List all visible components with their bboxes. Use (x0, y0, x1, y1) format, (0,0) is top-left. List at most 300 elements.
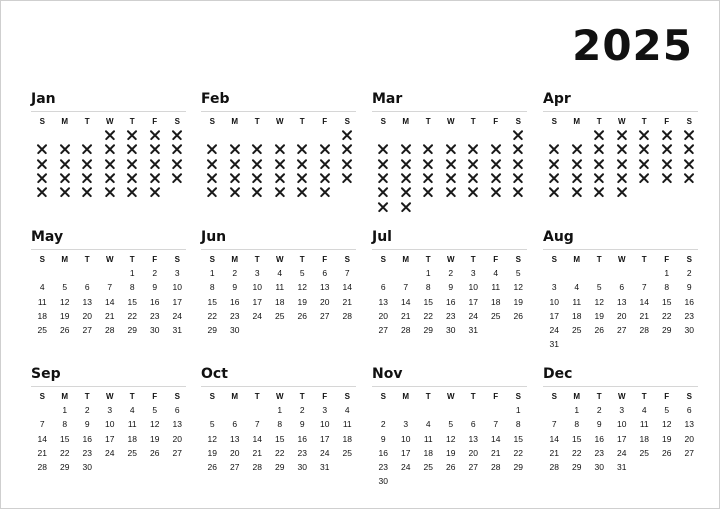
day-number: 2 (596, 405, 602, 415)
weekday-label: M (402, 255, 410, 264)
weekday-label: T (425, 117, 431, 126)
empty-day (314, 128, 337, 142)
crossed-day-mark (99, 157, 122, 171)
week-row (372, 474, 532, 488)
day-number: 16 (378, 447, 388, 458)
empty-day (166, 185, 189, 199)
crossed-day-mark (144, 185, 167, 199)
day-number: 18 (275, 296, 285, 307)
week-row (372, 446, 532, 460)
day-number: 2 (380, 419, 386, 430)
weekday-header (372, 253, 532, 266)
empty-day (76, 266, 99, 280)
weekday-label: T (470, 255, 476, 264)
crossed-day-mark (224, 171, 247, 185)
crossed-day-mark (633, 171, 656, 185)
crossed-day-mark (201, 185, 224, 199)
week-row (543, 295, 703, 309)
crossed-day-mark (76, 157, 99, 171)
crossed-day-mark (31, 142, 54, 156)
empty-day (201, 403, 224, 417)
weekday-label: F (152, 255, 158, 264)
empty-day (201, 128, 224, 142)
day-number: 13 (82, 296, 92, 307)
month-divider (372, 249, 527, 250)
week-row (372, 157, 532, 171)
weekday-label: M (61, 117, 69, 126)
empty-day (372, 128, 395, 142)
weekday-label: M (231, 117, 239, 126)
weekday-label: M (402, 117, 410, 126)
weekday-header (543, 390, 703, 403)
crossed-day-mark (31, 157, 54, 171)
day-number: 26 (513, 310, 523, 321)
week-row (201, 417, 361, 431)
crossed-day-mark (566, 171, 589, 185)
crossed-day-mark (440, 142, 463, 156)
empty-day (633, 337, 656, 351)
week-row (543, 185, 703, 199)
week-row (372, 403, 532, 417)
crossed-day-mark (246, 142, 269, 156)
day-number: 2 (152, 268, 158, 278)
week-row (31, 128, 191, 142)
crossed-day-mark (678, 171, 701, 185)
empty-day (246, 323, 269, 337)
week-row (543, 446, 703, 460)
weekday-label: W (105, 392, 114, 401)
crossed-day-mark (440, 157, 463, 171)
weekday-label: S (39, 392, 45, 401)
day-number: 22 (207, 310, 217, 321)
month-name: Sep (31, 366, 61, 382)
empty-day (395, 474, 418, 488)
crossed-day-mark (291, 157, 314, 171)
day-number: 10 (320, 419, 330, 430)
empty-day (121, 460, 144, 474)
day-number: 21 (491, 447, 501, 458)
empty-day (314, 323, 337, 337)
day-number: 7 (107, 282, 113, 293)
day-number: 27 (82, 325, 92, 336)
crossed-day-mark (566, 185, 589, 199)
day-number: 17 (549, 310, 559, 321)
day-number: 20 (320, 296, 330, 307)
day-number: 6 (380, 282, 386, 293)
day-number: 21 (342, 296, 352, 307)
week-row (31, 171, 191, 185)
week-row (372, 266, 532, 280)
day-number: 22 (572, 447, 582, 458)
month-divider (31, 111, 186, 112)
empty-day (566, 128, 589, 142)
day-number: 28 (37, 462, 47, 473)
day-number: 21 (401, 310, 411, 321)
week-row (372, 142, 532, 156)
day-number: 6 (322, 268, 328, 278)
crossed-day-mark (99, 142, 122, 156)
day-number: 1 (515, 405, 521, 415)
week-row (543, 337, 703, 351)
day-number: 24 (320, 447, 330, 458)
day-number: 26 (207, 462, 217, 473)
day-number: 26 (446, 462, 456, 473)
crossed-day-mark (336, 157, 359, 171)
day-number: 17 (468, 296, 478, 307)
crossed-day-mark (224, 142, 247, 156)
day-number: 15 (127, 296, 137, 307)
crossed-day-mark (395, 199, 418, 213)
month-name: Jan (31, 91, 56, 107)
empty-day (224, 403, 247, 417)
day-number: 29 (127, 325, 137, 336)
day-number: 22 (275, 447, 285, 458)
empty-day (485, 474, 508, 488)
crossed-day-mark (336, 128, 359, 142)
empty-day (395, 266, 418, 280)
week-row (372, 309, 532, 323)
day-number: 14 (549, 433, 559, 444)
day-number: 18 (572, 310, 582, 321)
day-number: 23 (684, 310, 694, 321)
weekday-label: S (551, 392, 557, 401)
crossed-day-mark (611, 171, 634, 185)
day-number: 19 (207, 447, 217, 458)
crossed-day-mark (507, 171, 530, 185)
week-row (372, 171, 532, 185)
crossed-day-mark (588, 171, 611, 185)
week-row (31, 185, 191, 199)
day-number: 26 (662, 447, 672, 458)
day-number: 23 (82, 447, 92, 458)
crossed-day-mark (543, 157, 566, 171)
week-row (372, 185, 532, 199)
week-row (201, 128, 361, 142)
crossed-day-mark (566, 157, 589, 171)
weekday-label: T (299, 392, 305, 401)
weekday-label: M (231, 392, 239, 401)
day-number: 20 (172, 433, 182, 444)
empty-day (372, 403, 395, 417)
day-number: 2 (232, 268, 238, 278)
month-name: May (31, 229, 64, 245)
day-number: 6 (174, 405, 180, 415)
day-number: 12 (513, 282, 523, 293)
day-number: 16 (150, 296, 160, 307)
day-number: 15 (60, 433, 70, 444)
crossed-day-mark (395, 142, 418, 156)
month-divider (543, 249, 698, 250)
week-row (31, 446, 191, 460)
weekday-label: W (446, 117, 455, 126)
weekday-header (372, 390, 532, 403)
day-number: 25 (37, 325, 47, 336)
weekday-label: M (573, 392, 581, 401)
weekday-label: W (617, 117, 626, 126)
weekday-label: S (515, 255, 521, 264)
day-number: 30 (594, 462, 604, 473)
weekday-label: S (174, 392, 180, 401)
day-number: 3 (254, 268, 260, 278)
weekday-label: W (617, 392, 626, 401)
week-row (372, 460, 532, 474)
day-number: 22 (513, 447, 523, 458)
weekday-header (31, 253, 191, 266)
day-number: 17 (252, 296, 262, 307)
day-number: 12 (207, 433, 217, 444)
month-divider (543, 386, 698, 387)
day-number: 15 (662, 296, 672, 307)
day-number: 5 (209, 419, 215, 430)
day-number: 31 (549, 339, 559, 350)
crossed-day-mark (417, 185, 440, 199)
day-number: 25 (275, 310, 285, 321)
month-name: Nov (372, 366, 403, 382)
weekday-label: S (209, 117, 215, 126)
empty-day (485, 323, 508, 337)
empty-day (633, 266, 656, 280)
day-number: 20 (82, 310, 92, 321)
day-number: 30 (230, 325, 240, 336)
day-number: 25 (127, 447, 137, 458)
crossed-day-mark (224, 185, 247, 199)
month-nov (372, 366, 532, 489)
crossed-day-mark (372, 185, 395, 199)
day-number: 21 (252, 447, 262, 458)
crossed-day-mark (121, 185, 144, 199)
day-number: 30 (446, 325, 456, 336)
weekday-label: M (231, 255, 239, 264)
day-number: 1 (277, 405, 283, 415)
crossed-day-mark (372, 199, 395, 213)
day-number: 5 (448, 419, 454, 430)
month-name: Mar (372, 91, 403, 107)
crossed-day-mark (31, 185, 54, 199)
day-number: 25 (639, 447, 649, 458)
week-row (201, 266, 361, 280)
day-number: 23 (297, 447, 307, 458)
crossed-day-mark (440, 185, 463, 199)
month-dec (543, 366, 703, 474)
weekday-label: W (617, 255, 626, 264)
day-number: 27 (320, 310, 330, 321)
week-row (201, 309, 361, 323)
month-divider (372, 386, 527, 387)
weekday-label: S (551, 255, 557, 264)
weekday-label: S (344, 392, 350, 401)
day-number: 29 (662, 325, 672, 336)
day-number: 8 (62, 419, 68, 430)
crossed-day-mark (543, 142, 566, 156)
week-row (201, 142, 361, 156)
month-divider (31, 386, 186, 387)
day-number: 12 (150, 419, 160, 430)
crossed-day-mark (566, 142, 589, 156)
crossed-day-mark (166, 142, 189, 156)
crossed-day-mark (485, 157, 508, 171)
weekday-label: T (596, 117, 602, 126)
day-number: 20 (230, 447, 240, 458)
crossed-day-mark (611, 142, 634, 156)
crossed-day-mark (99, 185, 122, 199)
day-number: 31 (468, 325, 478, 336)
day-number: 24 (549, 325, 559, 336)
empty-day (246, 403, 269, 417)
empty-day (611, 337, 634, 351)
week-row (31, 417, 191, 431)
day-number: 28 (401, 325, 411, 336)
day-number: 7 (344, 268, 350, 278)
day-number: 4 (493, 268, 499, 278)
crossed-day-mark (372, 157, 395, 171)
crossed-day-mark (485, 142, 508, 156)
empty-day (54, 266, 77, 280)
empty-day (678, 460, 701, 474)
empty-day (395, 128, 418, 142)
weekday-label: S (39, 255, 45, 264)
day-number: 4 (641, 405, 647, 415)
week-row (201, 323, 361, 337)
crossed-day-mark (611, 128, 634, 142)
day-number: 26 (594, 325, 604, 336)
empty-day (543, 403, 566, 417)
year-title: 2025 (572, 21, 693, 70)
day-number: 27 (172, 447, 182, 458)
day-number: 19 (513, 296, 523, 307)
day-number: 3 (403, 419, 409, 430)
weekday-label: T (470, 117, 476, 126)
day-number: 24 (617, 447, 627, 458)
crossed-day-mark (224, 157, 247, 171)
empty-day (440, 128, 463, 142)
day-number: 23 (446, 310, 456, 321)
month-jan (31, 91, 191, 199)
crossed-day-mark (246, 157, 269, 171)
day-number: 22 (662, 310, 672, 321)
crossed-day-mark (633, 142, 656, 156)
week-row (31, 460, 191, 474)
day-number: 6 (686, 405, 692, 415)
empty-day (485, 403, 508, 417)
weekday-label: T (641, 255, 647, 264)
week-row (543, 280, 703, 294)
crossed-day-mark (656, 171, 679, 185)
day-number: 19 (594, 310, 604, 321)
month-name: Dec (543, 366, 573, 382)
crossed-day-mark (588, 142, 611, 156)
day-number: 28 (252, 462, 262, 473)
month-jul (372, 229, 532, 337)
day-number: 11 (37, 296, 47, 307)
day-number: 25 (491, 310, 501, 321)
day-number: 26 (297, 310, 307, 321)
day-number: 10 (172, 282, 182, 293)
week-row (543, 460, 703, 474)
day-number: 5 (152, 405, 158, 415)
empty-day (269, 128, 292, 142)
week-row (31, 157, 191, 171)
day-number: 2 (84, 405, 90, 415)
weekday-label: S (515, 392, 521, 401)
month-feb (201, 91, 361, 199)
crossed-day-mark (395, 157, 418, 171)
empty-day (372, 266, 395, 280)
day-number: 20 (468, 447, 478, 458)
crossed-day-mark (121, 157, 144, 171)
day-number: 17 (105, 433, 115, 444)
day-number: 1 (62, 405, 68, 415)
week-row (201, 157, 361, 171)
empty-day (417, 199, 440, 213)
month-name: Jun (201, 229, 227, 245)
day-number: 8 (425, 282, 431, 293)
crossed-day-mark (588, 157, 611, 171)
day-number: 11 (342, 419, 352, 430)
week-row (543, 432, 703, 446)
week-row (31, 323, 191, 337)
day-number: 21 (105, 310, 115, 321)
month-divider (372, 111, 527, 112)
day-number: 26 (60, 325, 70, 336)
day-number: 5 (62, 282, 68, 293)
day-number: 15 (207, 296, 217, 307)
day-number: 18 (37, 310, 47, 321)
day-number: 12 (594, 296, 604, 307)
weekday-label: F (493, 117, 499, 126)
day-number: 10 (401, 433, 411, 444)
empty-day (166, 460, 189, 474)
empty-day (395, 403, 418, 417)
day-number: 31 (172, 325, 182, 336)
week-row (31, 309, 191, 323)
week-row (201, 446, 361, 460)
week-row (201, 280, 361, 294)
day-number: 3 (322, 405, 328, 415)
weekday-label: S (209, 255, 215, 264)
month-divider (201, 249, 356, 250)
day-number: 2 (686, 268, 692, 278)
day-number: 16 (230, 296, 240, 307)
day-number: 30 (297, 462, 307, 473)
day-number: 13 (684, 419, 694, 430)
day-number: 3 (470, 268, 476, 278)
weekday-label: S (344, 117, 350, 126)
day-number: 19 (446, 447, 456, 458)
crossed-day-mark (269, 171, 292, 185)
day-number: 26 (150, 447, 160, 458)
day-number: 9 (596, 419, 602, 430)
crossed-day-mark (656, 128, 679, 142)
empty-day (336, 460, 359, 474)
day-number: 6 (84, 282, 90, 293)
month-name: Oct (201, 366, 228, 382)
day-number: 17 (617, 433, 627, 444)
day-number: 4 (277, 268, 283, 278)
day-number: 18 (342, 433, 352, 444)
crossed-day-mark (166, 128, 189, 142)
day-number: 13 (468, 433, 478, 444)
crossed-day-mark (462, 157, 485, 171)
weekday-label: S (380, 117, 386, 126)
weekday-label: W (446, 255, 455, 264)
weekday-header (201, 115, 361, 128)
crossed-day-mark (76, 142, 99, 156)
weekday-label: S (686, 255, 692, 264)
day-number: 10 (105, 419, 115, 430)
crossed-day-mark (201, 157, 224, 171)
crossed-day-mark (246, 171, 269, 185)
weekday-label: S (551, 117, 557, 126)
